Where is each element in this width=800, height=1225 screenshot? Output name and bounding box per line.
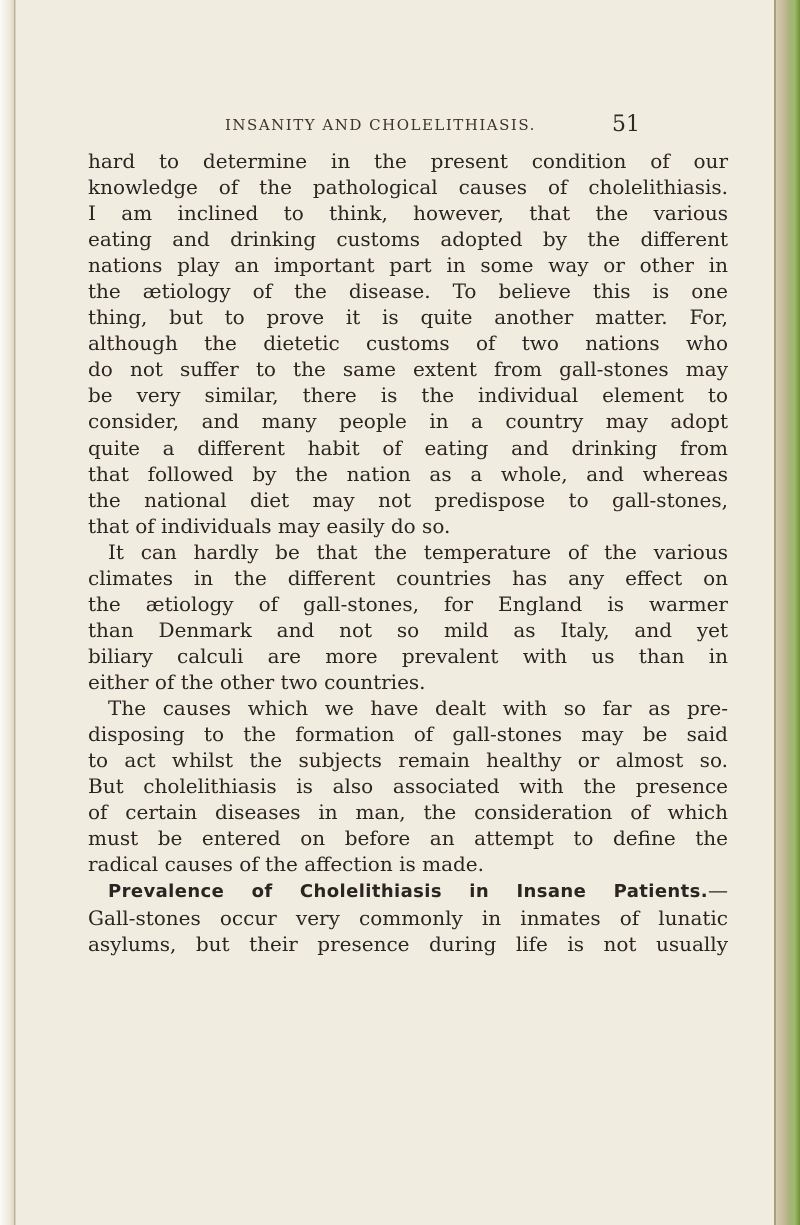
page-right-edge-binding xyxy=(774,0,800,1225)
text-line: that of individuals may easily do so. xyxy=(88,513,451,538)
text-line: The causes which we have dealt with so far as pre- xyxy=(108,695,728,720)
text-line: eating and drinking customs adopted by the different xyxy=(88,227,728,252)
text-line: radical causes of the affection is made. xyxy=(88,852,484,877)
text-line: asylums, but their presence during life is not usually xyxy=(88,932,728,957)
section-heading: Prevalence of Cholelithiasis in Insane Patients. xyxy=(108,881,708,903)
text-line: the ætiology of gall-stones, for England is warmer xyxy=(88,591,728,616)
text-line: But cholelithiasis is also associated with the presence xyxy=(88,774,728,799)
paragraph-2 xyxy=(88,539,728,695)
em-dash: — xyxy=(708,878,728,903)
text-line: do not suffer to the same extent from gall-stones may xyxy=(88,357,728,382)
text-line: consider, and many people in a country may adopt xyxy=(88,409,728,434)
page-number: 51 xyxy=(612,112,640,137)
section-heading-line xyxy=(88,877,728,905)
text-line: I am inclined to think, however, that the various xyxy=(88,201,728,226)
paragraph-4 xyxy=(88,877,728,957)
text-line: must be entered on before an attempt to define the xyxy=(88,826,728,851)
text-line: nations play an important part in some way or other in xyxy=(88,253,728,278)
text-line: the ætiology of the disease. To believe this is one xyxy=(88,279,728,304)
paragraph-1 xyxy=(88,148,728,539)
text-line: climates in the different countries has any effect on xyxy=(88,565,728,590)
body-text xyxy=(88,148,728,957)
text-line: Gall-stones occur very commonly in inmates of lunatic xyxy=(88,906,728,931)
text-line: of certain diseases in man, the consideration of which xyxy=(88,800,728,825)
text-line: that followed by the nation as a whole, and whereas xyxy=(88,461,728,486)
text-line: to act whilst the subjects remain healthy or almost so. xyxy=(88,748,728,773)
text-line: be very similar, there is the individual element to xyxy=(88,383,728,408)
text-line: although the dietetic customs of two nations who xyxy=(88,331,728,356)
text-line: the national diet may not predispose to gall-stones, xyxy=(88,487,728,512)
page-left-edge-line xyxy=(14,0,15,1225)
text-line: disposing to the formation of gall-stones may be said xyxy=(88,722,728,747)
text-line: biliary calculi are more prevalent with us than in xyxy=(88,643,728,668)
page-right-edge-line xyxy=(774,0,776,1225)
text-line: quite a different habit of eating and drinking from xyxy=(88,435,728,460)
text-line: than Denmark and not so mild as Italy, and yet xyxy=(88,617,728,642)
text-line: knowledge of the pathological causes of cholelithiasis. xyxy=(88,175,728,200)
text-line: either of the other two countries. xyxy=(88,669,426,694)
running-head: INSANITY AND CHOLELITHIASIS. xyxy=(225,116,536,134)
text-line: hard to determine in the present condition of our xyxy=(88,149,728,173)
text-line: It can hardly be that the temperature of the various xyxy=(108,539,728,564)
paragraph-3 xyxy=(88,695,728,877)
text-line: thing, but to prove it is quite another matter. For, xyxy=(88,305,728,330)
